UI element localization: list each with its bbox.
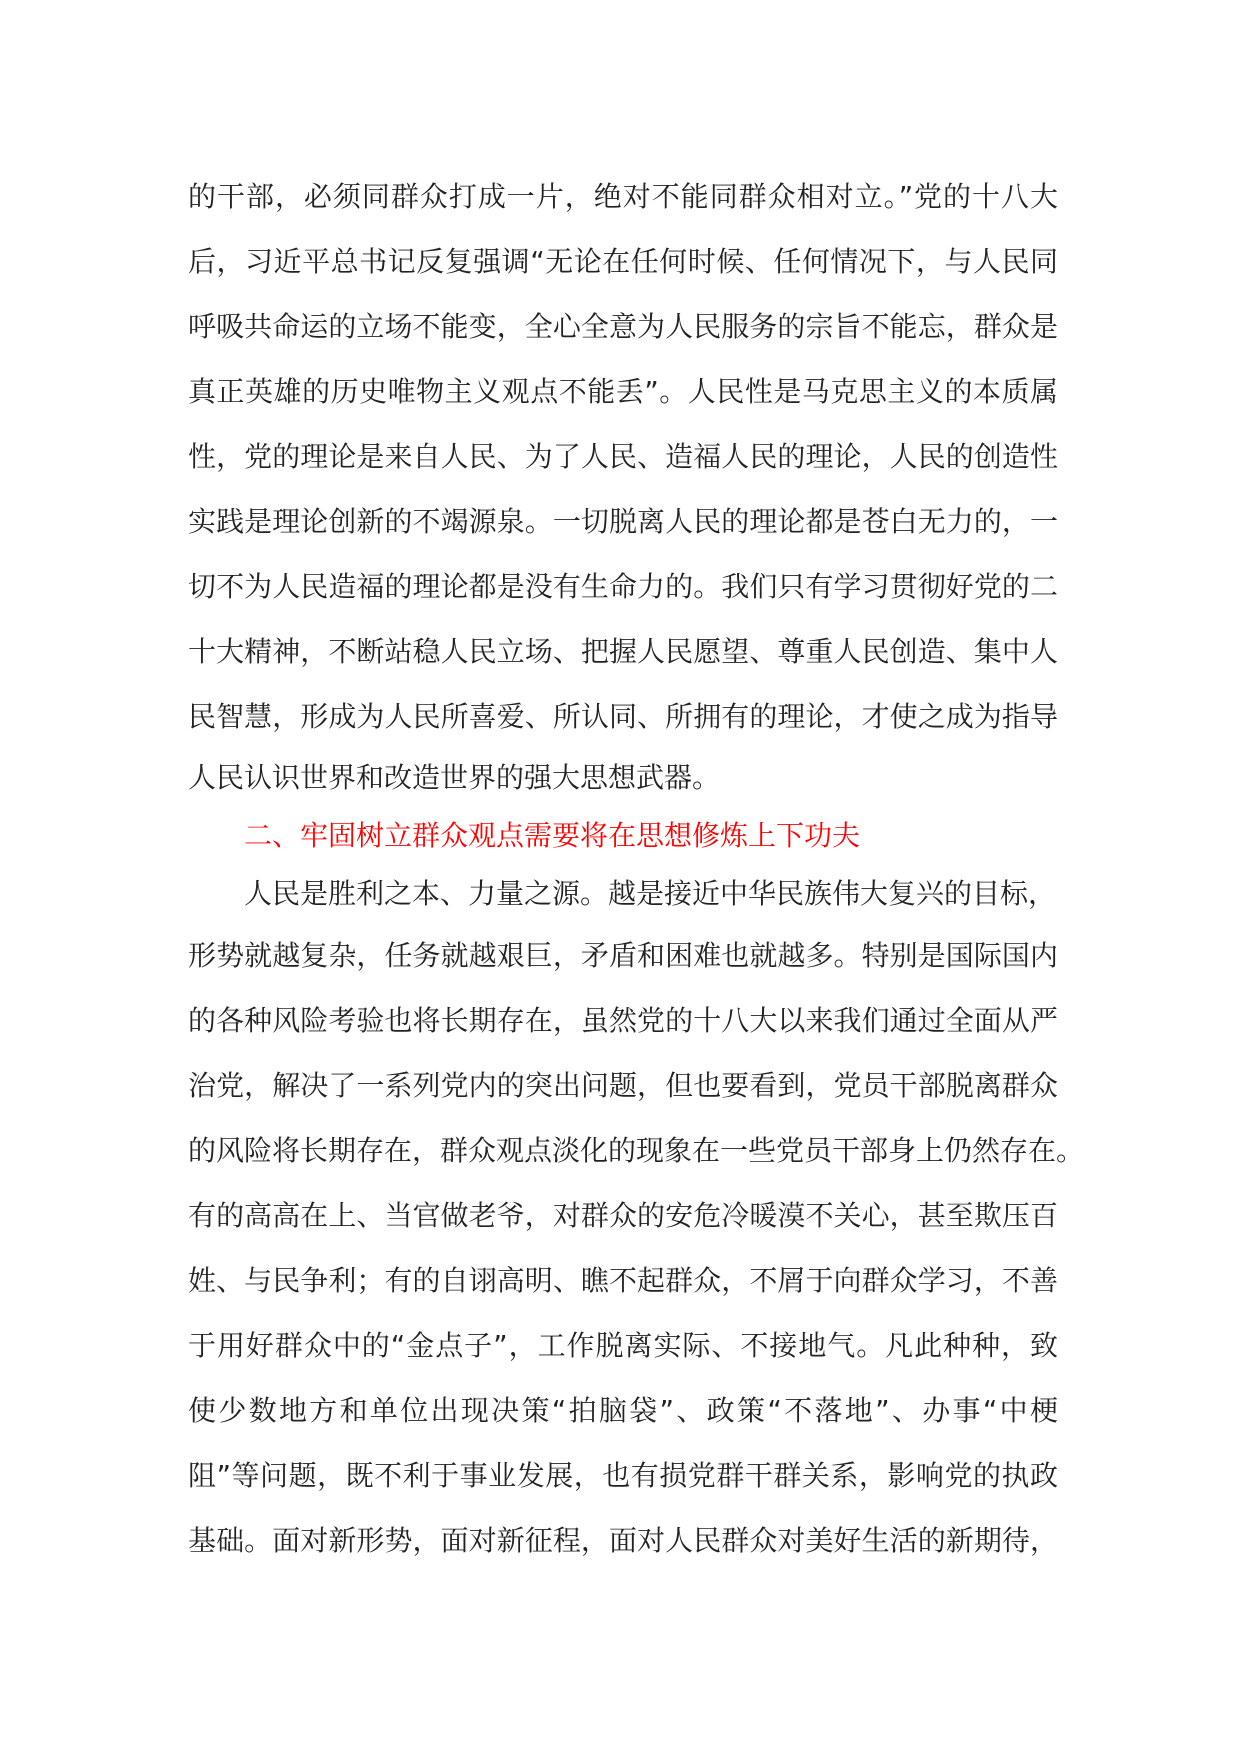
text-line: 的干部，必须同群众打成一片，绝对不能同群众相对立。”党的十八大 [188,180,1058,213]
text-line: 阻”等问题，既不利于事业发展，也有损党群干群关系，影响党的执政 [188,1459,1058,1492]
text-line: 的各种风险考验也将长期存在，虽然党的十八大以来我们通过全面从严 [188,1004,1058,1037]
text-line: 人民认识世界和改造世界的强大思想武器。 [188,761,721,794]
section-heading: 二、牢固树立群众观点需要将在思想修炼上下功夫 [244,819,861,852]
text-line: 十大精神，不断站稳人民立场、把握人民愿望、尊重人民创造、集中人 [188,635,1058,668]
text-line: 真正英雄的历史唯物主义观点不能丢”。人民性是马克思主义的本质属 [188,375,1058,408]
text-line: 人民是胜利之本、力量之源。越是接近中华民族伟大复兴的目标， [244,877,1057,910]
text-line: 有的高高在上、当官做老爷，对群众的安危冷暖漠不关心，甚至欺压百 [188,1199,1058,1232]
text-line: 治党，解决了一系列党内的突出问题，但也要看到，党员干部脱离群众 [188,1069,1058,1102]
text-line: 呼吸共命运的立场不能变，全心全意为人民服务的宗旨不能忘，群众是 [188,310,1058,343]
document-body [188,164,1085,1573]
text-line: 姓、与民争利；有的自诩高明、瞧不起群众，不屑于向群众学习，不善 [188,1264,1058,1297]
text-line: 民智慧，形成为人民所喜爱、所认同、所拥有的理论，才使之成为指导 [188,700,1058,733]
text-line: 基础。面对新形势，面对新征程，面对人民群众对美好生活的新期待， [188,1524,1058,1557]
text-line: 形势就越复杂，任务就越艰巨，矛盾和困难也就越多。特别是国际国内 [188,939,1058,972]
text-line: 于用好群众中的“金点子”，工作脱离实际、不接地气。凡此种种，致 [188,1329,1058,1362]
paragraph-1 [188,164,1058,807]
text-line: 性，党的理论是来自人民、为了人民、造福人民的理论，人民的创造性 [188,440,1058,473]
text-line: 后，习近平总书记反复强调“无论在任何时候、任何情况下，与人民同 [188,245,1058,278]
text-line: 的风险将长期存在，群众观点淡化的现象在一些党员干部身上仍然存在。 [188,1134,1085,1167]
text-line: 使少数地方和单位出现决策“拍脑袋”、政策“不落地”、办事“中梗 [188,1394,1058,1427]
text-line: 实践是理论创新的不竭源泉。一切脱离人民的理论都是苍白无力的，一 [188,505,1058,538]
paragraph-2 [188,865,1085,1573]
text-line: 切不为人民造福的理论都是没有生命力的。我们只有学习贯彻好党的二 [188,570,1058,603]
